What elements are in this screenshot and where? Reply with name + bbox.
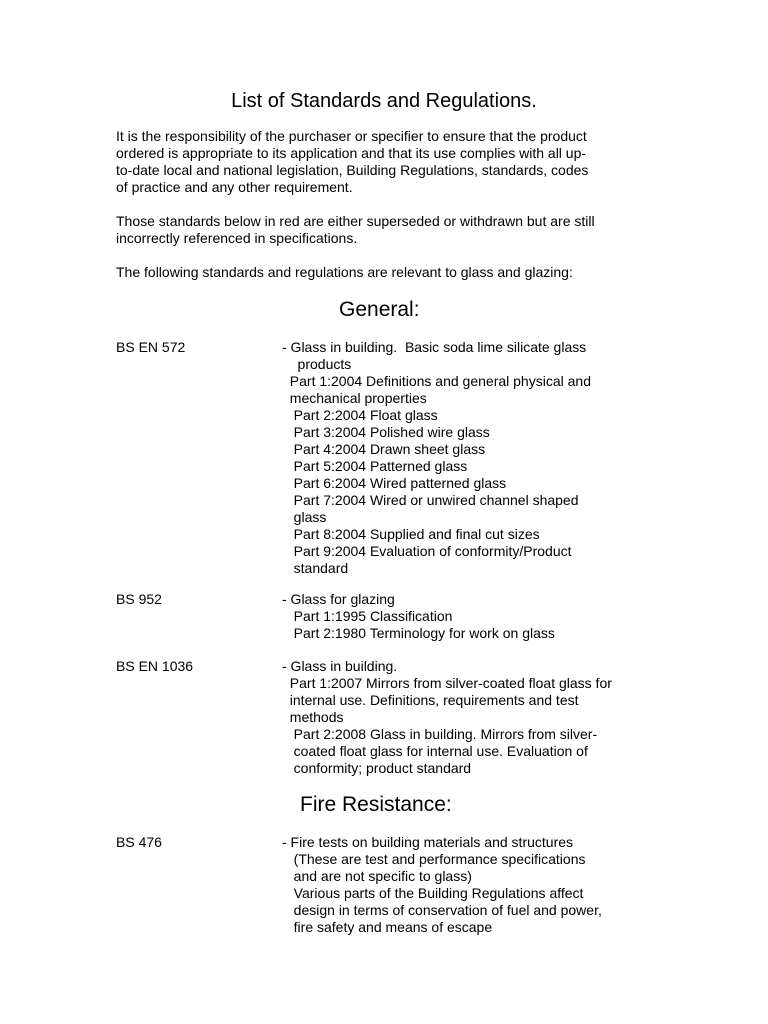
text-line: Part 2:1980 Terminology for work on glass: [282, 625, 555, 641]
text-line: - Fire tests on building materials and structures: [282, 834, 574, 850]
text-line: products: [282, 356, 352, 372]
text-line: Part 3:2004 Polished wire glass: [282, 424, 490, 440]
text-line: incorrectly referenced in specifications.: [116, 230, 358, 246]
text-line: conformity; product standard: [282, 760, 472, 776]
intro-paragraph-relevant: [116, 264, 656, 281]
text-line: glass: [282, 509, 327, 525]
text-line: The following standards and regulations are relevant to glass and glazing:: [116, 264, 573, 280]
text-line: mechanical properties: [282, 390, 427, 406]
text-line: to-date local and national legislation, Building Regulations, standards, codes: [116, 162, 589, 178]
text-line: Part 1:2004 Definitions and general physical and: [282, 373, 591, 389]
standard-code: BS 476: [116, 834, 162, 850]
text-line: Part 7:2004 Wired or unwired channel shaped: [282, 492, 579, 508]
text-line: ordered is appropriate to its application and that its use complies with all up-: [116, 145, 587, 161]
text-line: Part 1:1995 Classification: [282, 608, 453, 624]
text-line: Part 9:2004 Evaluation of conformity/Product: [282, 543, 572, 559]
standard-code: BS EN 572: [116, 339, 186, 355]
text-line: - Glass for glazing: [282, 591, 395, 607]
text-line: Part 2:2004 Float glass: [282, 407, 438, 423]
text-line: It is the responsibility of the purchaser or specifier to ensure that the product: [116, 128, 587, 144]
section-heading-fire-resistance: Fire Resistance:: [300, 793, 452, 816]
text-line: - Glass in building. Basic soda lime silicate glass: [282, 339, 587, 355]
text-line: internal use. Definitions, requirements and test: [282, 692, 579, 708]
intro-paragraph-superseded: [116, 213, 656, 247]
text-line: Part 5:2004 Patterned glass: [282, 458, 468, 474]
text-line: (These are test and performance specifications: [282, 851, 586, 867]
page-title: List of Standards and Regulations.: [231, 90, 537, 112]
standard-description: [282, 834, 662, 936]
text-line: Those standards below in red are either superseded or withdrawn but are still: [116, 213, 595, 229]
standard-description: [282, 591, 662, 642]
standard-code: BS EN 1036: [116, 658, 194, 674]
standard-code: BS 952: [116, 591, 162, 607]
text-line: standard: [282, 560, 349, 576]
text-line: - Glass in building.: [282, 658, 398, 674]
text-line: Part 2:2008 Glass in building. Mirrors from silver-: [282, 726, 598, 742]
text-line: of practice and any other requirement.: [116, 179, 353, 195]
text-line: Part 6:2004 Wired patterned glass: [282, 475, 507, 491]
text-line: fire safety and means of escape: [282, 919, 493, 935]
standard-description: [282, 339, 662, 577]
section-heading-general: General:: [339, 298, 420, 321]
text-line: Part 1:2007 Mirrors from silver-coated float glass for: [282, 675, 612, 691]
text-line: design in terms of conservation of fuel and power,: [282, 902, 602, 918]
text-line: coated float glass for internal use. Evaluation of: [282, 743, 588, 759]
text-line: methods: [282, 709, 344, 725]
intro-paragraph-responsibility: [116, 128, 656, 196]
text-line: Part 4:2004 Drawn sheet glass: [282, 441, 486, 457]
text-line: Various parts of the Building Regulations affect: [282, 885, 584, 901]
text-line: and are not specific to glass): [282, 868, 472, 884]
standard-description: [282, 658, 662, 777]
text-line: Part 8:2004 Supplied and final cut sizes: [282, 526, 540, 542]
